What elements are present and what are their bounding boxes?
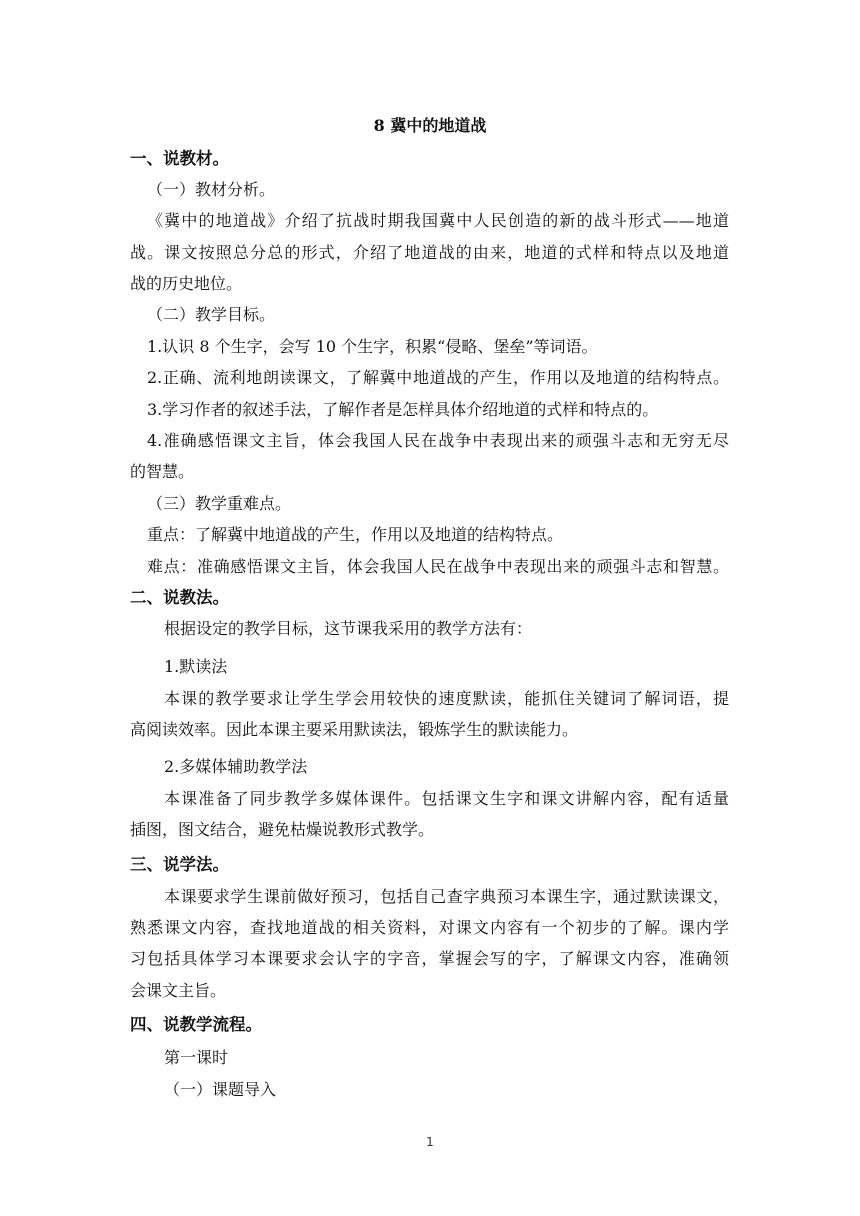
subsection-heading: （二）教学目标。 [147, 305, 276, 324]
document-title: 8 冀中的地道战 [373, 116, 487, 135]
paragraph-line: 的智慧。 [130, 462, 195, 481]
paragraph-line: 本课的教学要求让学生学会用较快的速度默读，能抓住关键词了解词语，提 [164, 689, 729, 708]
paragraph-line: 高阅读效率。因此本课主要采用默读法，锻炼学生的默读能力。 [130, 720, 579, 739]
goal-item: 2.正确、流利地朗读课文，了解冀中地道战的产生，作用以及地道的结构特点。 [147, 368, 729, 387]
page-number: 1 [426, 1135, 434, 1149]
section-heading-4: 四、说教学流程。 [130, 1015, 262, 1034]
paragraph-line: 《冀中的地道战》介绍了抗战时期我国冀中人民创造的新的战斗形式——地道 [147, 211, 729, 230]
paragraph-line: 根据设定的教学目标，这节课我采用的教学方法有： [164, 619, 533, 638]
subsection-heading: （一）教材分析。 [147, 180, 276, 199]
method-heading: 2.多媒体辅助教学法 [164, 757, 308, 776]
goal-item: 4.准确感悟课文主旨，体会我国人民在战争中表现出来的顽强斗志和无穷无尽 [147, 431, 729, 450]
key-point: 重点：了解冀中地道战的产生，作用以及地道的结构特点。 [147, 525, 564, 544]
paragraph-line: 战。课文按照总分总的形式，介绍了地道战的由来，地道的式样和特点以及地道 [130, 243, 729, 262]
subsection-heading: （三）教学重难点。 [147, 494, 292, 513]
paragraph-line: 本课要求学生课前做好预习，包括自己查字典预习本课生字，通过默读课文， [164, 887, 729, 906]
method-heading: 1.默读法 [164, 657, 228, 676]
paragraph-line: 战的历史地位。 [130, 274, 243, 293]
lesson-label: 第一课时 [164, 1048, 229, 1067]
paragraph-line: 插图，图文结合，避免枯燥说教形式教学。 [130, 820, 435, 839]
paragraph-line: 本课准备了同步教学多媒体课件。包括课文生字和课文讲解内容，配有适量 [164, 789, 729, 808]
section-heading-2: 二、说教法。 [130, 588, 229, 607]
goal-item: 3.学习作者的叙述手法，了解作者是怎样具体介绍地道的式样和特点的。 [147, 400, 659, 419]
paragraph-line: 会课文主旨。 [130, 981, 227, 1000]
paragraph-line: 熟悉课文内容，查找地道战的相关资料，对课文内容有一个初步的了解。课内学 [130, 918, 729, 937]
paragraph-line: 习包括具体学习本课要求会认字的字音，掌握会写的字，了解课文内容，准确领 [130, 949, 729, 968]
section-heading-3: 三、说学法。 [130, 855, 229, 874]
goal-item: 1.认识 8 个生字，会写 10 个生字，积累“侵略、堡垒”等词语。 [147, 337, 598, 356]
subsection-heading: （一）课题导入 [164, 1080, 277, 1099]
section-heading-1: 一、说教材。 [130, 149, 229, 168]
difficult-point: 难点：准确感悟课文主旨，体会我国人民在战争中表现出来的顽强斗志和智慧。 [147, 557, 729, 576]
